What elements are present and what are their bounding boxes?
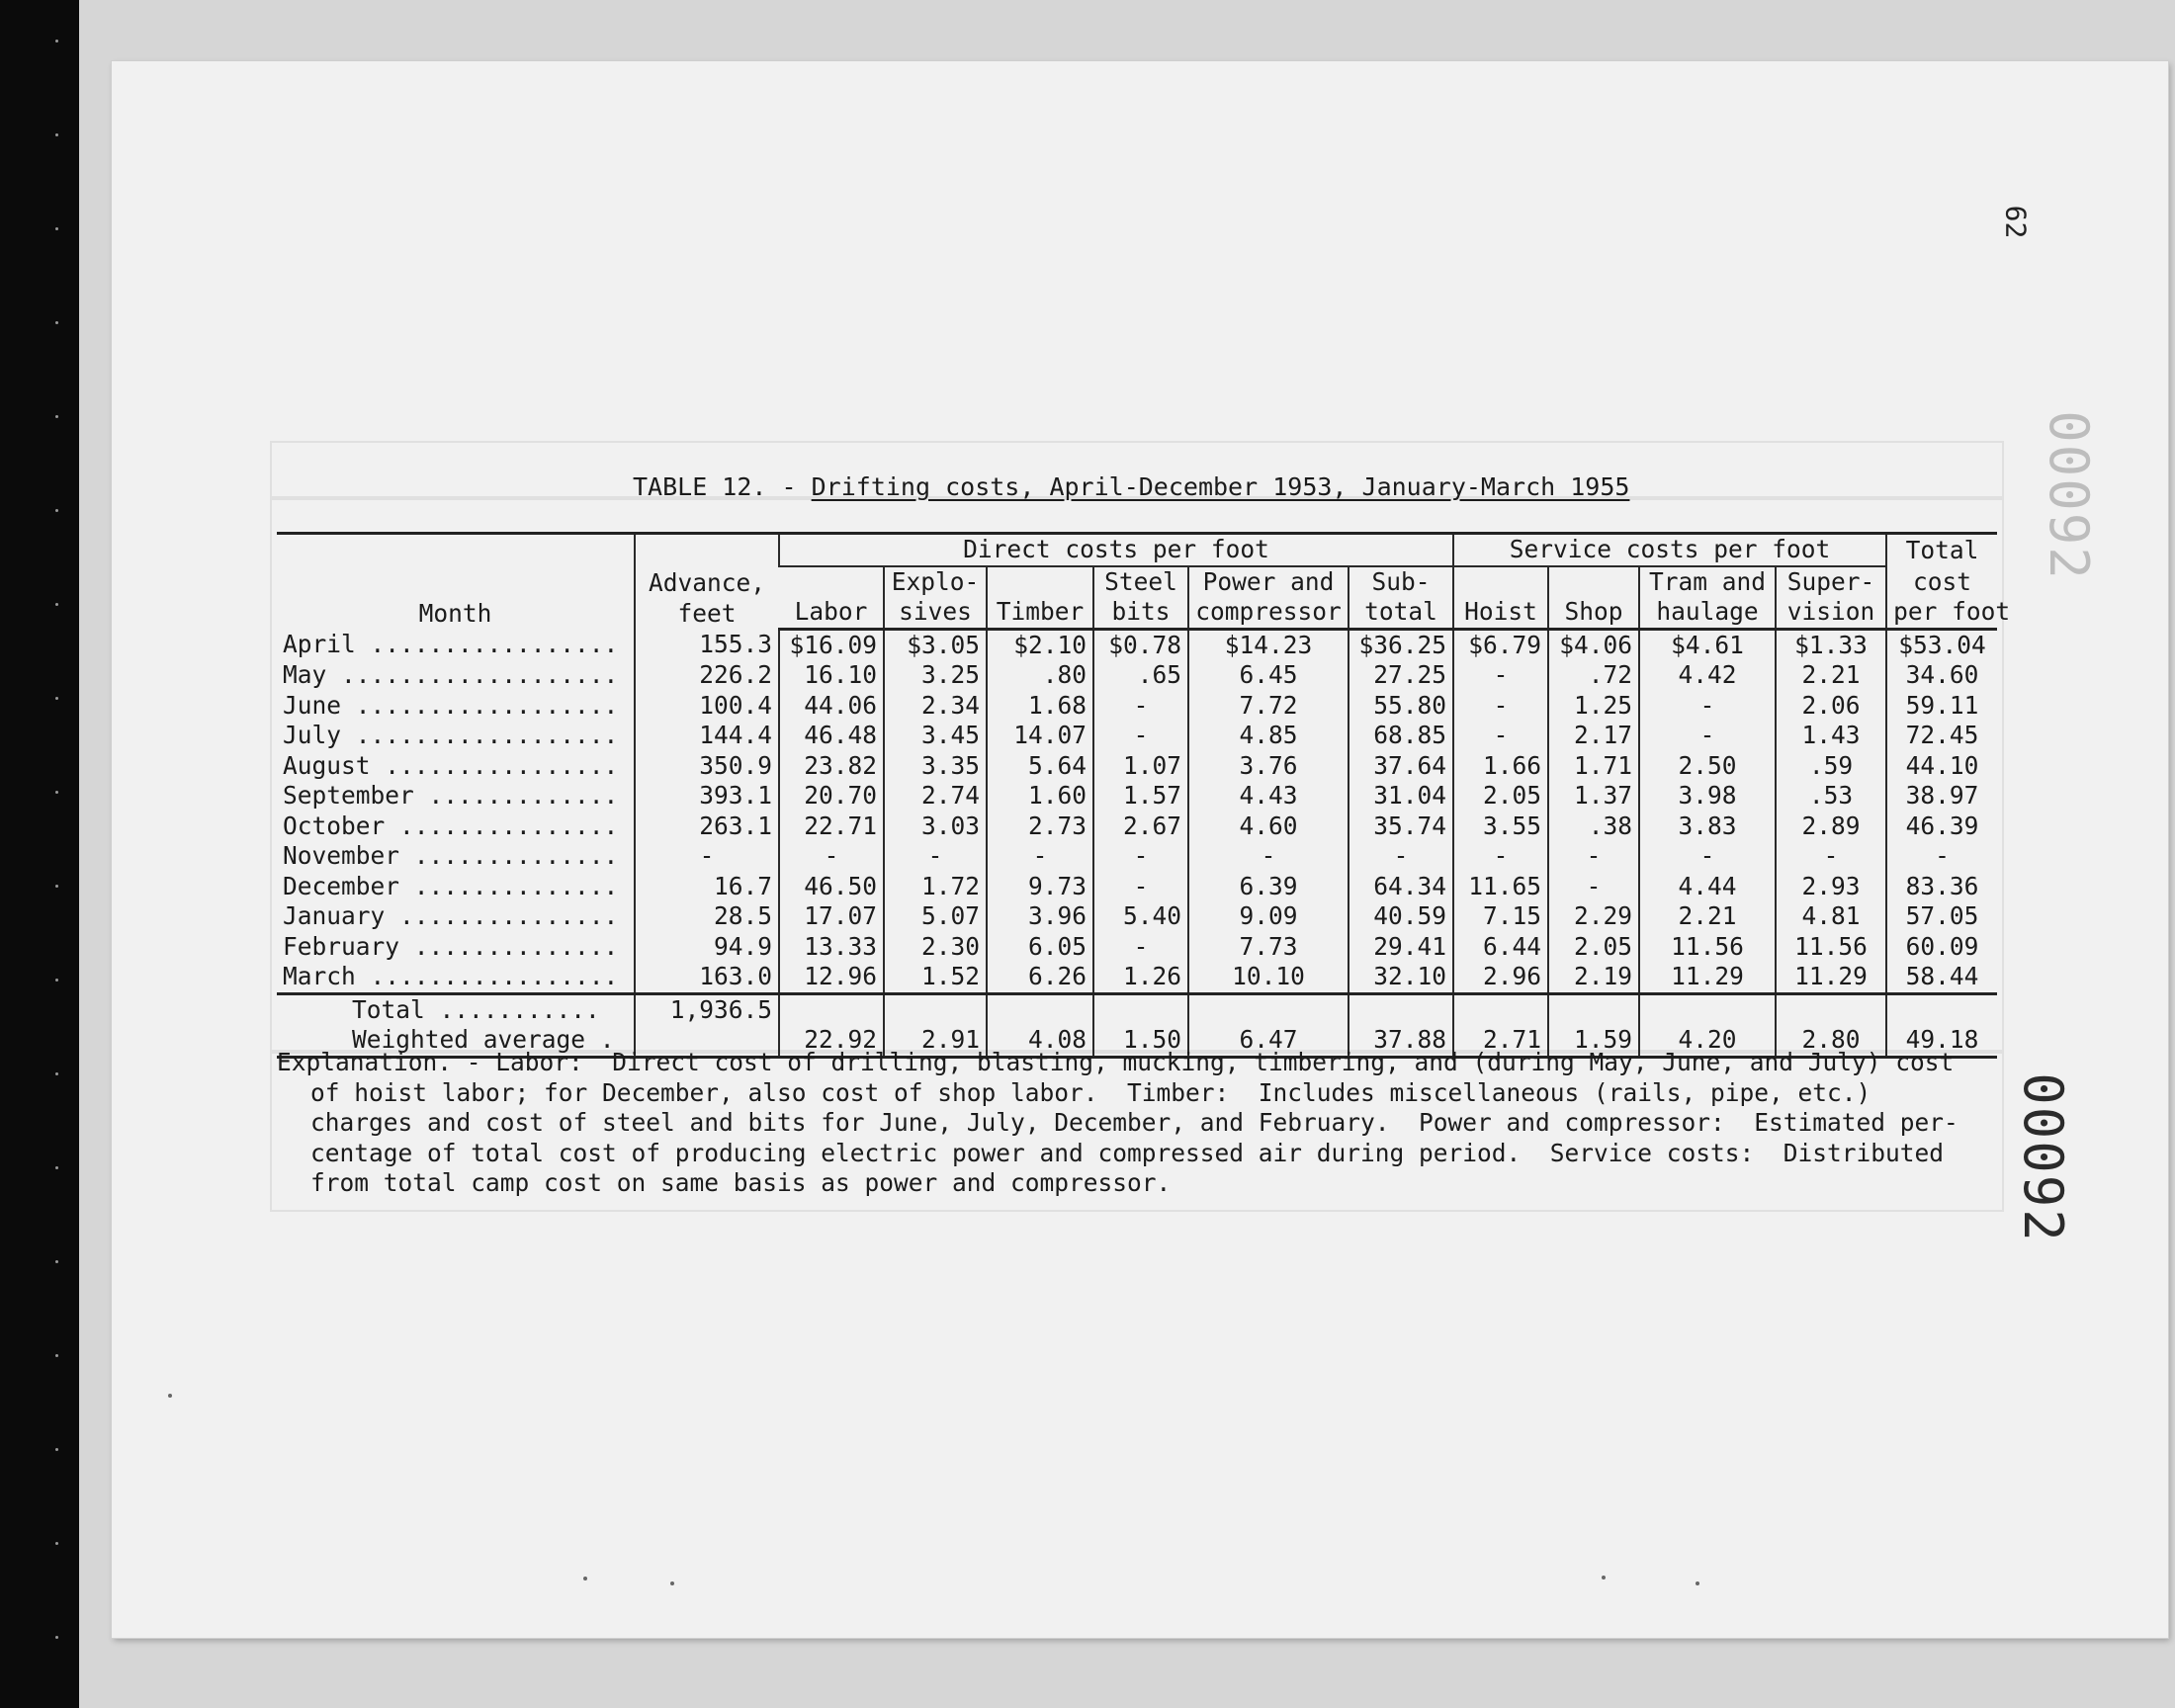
strip-speck	[55, 697, 58, 700]
cell-explosives: 5.07	[884, 901, 987, 932]
header-direct-costs: Direct costs per foot	[779, 534, 1453, 566]
cell-advance: 144.4	[635, 721, 779, 751]
cell-labor: $16.09	[779, 629, 884, 660]
cell-total: $53.04	[1886, 629, 1997, 660]
header-service-costs: Service costs per foot	[1453, 534, 1886, 566]
cell-supervision: .53	[1776, 781, 1886, 811]
header-steel-1: Steel	[1093, 566, 1188, 598]
header-super-2: vision	[1776, 597, 1886, 629]
cell-explosives: 3.03	[884, 811, 987, 842]
speck	[670, 1581, 674, 1585]
cell-labor: 22.71	[779, 811, 884, 842]
header-hoist: Hoist	[1453, 597, 1548, 629]
strip-speck	[55, 979, 58, 982]
cell-power: 9.09	[1188, 901, 1348, 932]
explanation-line: Explanation. - Labor: Direct cost of drilling, blasting, mucking, timbering, and (during May, June, and July) cost	[277, 1048, 1955, 1076]
cell-month: November ..............	[283, 841, 619, 870]
cell-month: July ..................	[283, 721, 619, 749]
cell-shop: 2.29	[1548, 901, 1639, 932]
cell-advance: 263.1	[635, 811, 779, 842]
cell-total: 34.60	[1886, 660, 1997, 691]
cell-shop: -	[1548, 872, 1639, 902]
cell-hoist: -	[1453, 691, 1548, 722]
cell-labor: 46.48	[779, 721, 884, 751]
cell-hoist: -	[1453, 660, 1548, 691]
header-hoist-spacer	[1453, 566, 1548, 598]
strip-speck	[55, 603, 58, 606]
cell-month: August ................	[283, 750, 619, 780]
cell-timber: 9.73	[987, 872, 1093, 902]
cell-subtotal: 55.80	[1348, 691, 1453, 722]
cell-month: October ...............	[283, 811, 619, 840]
weighted-subtotal: 37.88	[1348, 1025, 1453, 1057]
explanation-line: of hoist labor; for December, also cost of shop labor. Timber: Includes miscellaneous (rails, pipe, etc.)	[310, 1077, 1871, 1107]
weighted-hoist: 2.71	[1453, 1025, 1548, 1057]
cell-steel: 1.57	[1093, 781, 1188, 811]
cell-steel: 2.67	[1093, 811, 1188, 842]
weighted-timber: 4.08	[987, 1025, 1093, 1057]
cell-total: 38.97	[1886, 781, 1997, 811]
cell-supervision: 11.29	[1776, 962, 1886, 993]
cell-total: 72.45	[1886, 721, 1997, 751]
cell-supervision: 2.06	[1776, 691, 1886, 722]
cell-advance: 28.5	[635, 901, 779, 932]
strip-speck	[55, 885, 58, 888]
cell-subtotal: 40.59	[1348, 901, 1453, 932]
header-explosives-2: sives	[884, 597, 987, 629]
header-total-3: per foot	[1886, 597, 1997, 629]
cell-tram: 2.50	[1639, 751, 1776, 782]
cell-timber: -	[987, 841, 1093, 872]
film-edge-strip	[0, 0, 79, 1708]
cell-labor: 44.06	[779, 691, 884, 722]
header-total-1: Total	[1886, 534, 1997, 566]
cell-month: January ...............	[283, 901, 619, 930]
weighted-total: 49.18	[1886, 1025, 1997, 1057]
header-subtotal-1: Sub-	[1348, 566, 1453, 598]
cell-total: 57.05	[1886, 901, 1997, 932]
header-advance-unit: feet	[677, 598, 737, 628]
cell-shop: $4.06	[1548, 629, 1639, 660]
cell-hoist: -	[1453, 841, 1548, 872]
cell-total: 46.39	[1886, 811, 1997, 842]
header-power-1: Power and	[1188, 566, 1348, 598]
cell-subtotal: 31.04	[1348, 781, 1453, 811]
weighted-label: Weighted average .	[277, 1025, 635, 1057]
cell-explosives: 3.35	[884, 751, 987, 782]
table-row	[277, 781, 1997, 811]
strip-speck	[55, 1542, 58, 1545]
table-cell	[987, 993, 1093, 1025]
explanation-note	[277, 1048, 2002, 1199]
table-row	[277, 629, 1997, 660]
cell-tram: 11.29	[1639, 962, 1776, 993]
cell-explosives: 2.30	[884, 932, 987, 963]
cell-power: 7.72	[1188, 691, 1348, 722]
cell-shop: 1.37	[1548, 781, 1639, 811]
table-row	[277, 691, 1997, 722]
cell-labor: 12.96	[779, 962, 884, 993]
cell-hoist: 2.96	[1453, 962, 1548, 993]
table-cell	[1548, 993, 1639, 1025]
cell-hoist: -	[1453, 721, 1548, 751]
table-row	[277, 962, 1997, 993]
cell-supervision: $1.33	[1776, 629, 1886, 660]
table-title-main: Drifting costs, April-December 1953, January-March 1955	[811, 472, 1630, 501]
cell-labor: 13.33	[779, 932, 884, 963]
cell-shop: .38	[1548, 811, 1639, 842]
weighted-supervision: 2.80	[1776, 1025, 1886, 1057]
strip-speck	[55, 1448, 58, 1451]
table-row	[277, 751, 1997, 782]
cell-tram: -	[1639, 841, 1776, 872]
cell-shop: 2.17	[1548, 721, 1639, 751]
cell-shop: 2.19	[1548, 962, 1639, 993]
table-cell	[1453, 993, 1548, 1025]
table-row	[277, 841, 1997, 872]
cell-supervision: .59	[1776, 751, 1886, 782]
cell-shop: .72	[1548, 660, 1639, 691]
cell-tram: 3.98	[1639, 781, 1776, 811]
cell-advance: 163.0	[635, 962, 779, 993]
cell-hoist: 6.44	[1453, 932, 1548, 963]
table-row	[277, 932, 1997, 963]
cell-subtotal: 37.64	[1348, 751, 1453, 782]
header-steel-2: bits	[1093, 597, 1188, 629]
cell-labor: 46.50	[779, 872, 884, 902]
header-advance	[635, 534, 779, 630]
strip-speck	[55, 40, 58, 43]
strip-speck	[55, 321, 58, 324]
cell-advance: 350.9	[635, 751, 779, 782]
cell-total: 60.09	[1886, 932, 1997, 963]
strip-speck	[55, 415, 58, 418]
cell-labor: 23.82	[779, 751, 884, 782]
table-cell	[1886, 993, 1997, 1025]
table-row	[277, 872, 1997, 902]
cell-explosives: 3.25	[884, 660, 987, 691]
drifting-costs-table	[277, 532, 2011, 1059]
table-title-prefix: TABLE 12. -	[633, 472, 812, 501]
cell-supervision: 1.43	[1776, 721, 1886, 751]
header-total-2: cost	[1886, 566, 1997, 598]
cell-tram: -	[1639, 721, 1776, 751]
speck	[1696, 1581, 1699, 1585]
cell-explosives: 1.52	[884, 962, 987, 993]
strip-speck	[55, 1166, 58, 1169]
table-row	[277, 811, 1997, 842]
strip-speck	[55, 1260, 58, 1263]
strip-speck	[55, 1354, 58, 1357]
explanation-line: from total camp cost on same basis as power and compressor.	[310, 1168, 1172, 1197]
cell-labor: -	[779, 841, 884, 872]
cell-advance: 16.7	[635, 872, 779, 902]
cell-power: 7.73	[1188, 932, 1348, 963]
cell-advance: 393.1	[635, 781, 779, 811]
cell-advance: 226.2	[635, 660, 779, 691]
frame-number: 00092	[2011, 1072, 2074, 1243]
cell-supervision: -	[1776, 841, 1886, 872]
cell-steel: $0.78	[1093, 629, 1188, 660]
strip-speck	[55, 227, 58, 230]
cell-month: September .............	[283, 781, 619, 810]
strip-speck	[55, 1636, 58, 1639]
weighted-shop: 1.59	[1548, 1025, 1639, 1057]
cell-month: February ..............	[283, 931, 619, 961]
cell-power: 4.85	[1188, 721, 1348, 751]
table-cell	[1776, 993, 1886, 1025]
header-advance-label: Advance,	[648, 568, 765, 597]
cell-power: 6.39	[1188, 872, 1348, 902]
cell-tram: 3.83	[1639, 811, 1776, 842]
cell-power: 3.76	[1188, 751, 1348, 782]
cell-power: -	[1188, 841, 1348, 872]
cell-power: 4.60	[1188, 811, 1348, 842]
cell-timber: 3.96	[987, 901, 1093, 932]
strip-speck	[55, 791, 58, 794]
cell-subtotal: -	[1348, 841, 1453, 872]
table-cell	[884, 993, 987, 1025]
cell-timber: 6.26	[987, 962, 1093, 993]
cell-supervision: 2.21	[1776, 660, 1886, 691]
header-explosives-1: Explo-	[884, 566, 987, 598]
weighted-labor: 22.92	[779, 1025, 884, 1057]
cell-subtotal: $36.25	[1348, 629, 1453, 660]
cell-labor: 16.10	[779, 660, 884, 691]
frame-number-bleed: 00092	[2037, 410, 2100, 581]
cell-explosives: 3.45	[884, 721, 987, 751]
table-row	[277, 721, 1997, 751]
header-power-2: compressor	[1188, 597, 1348, 629]
cell-tram: 4.42	[1639, 660, 1776, 691]
cell-advance: -	[635, 841, 779, 872]
cell-subtotal: 29.41	[1348, 932, 1453, 963]
cell-hoist: 7.15	[1453, 901, 1548, 932]
weighted-power: 6.47	[1188, 1025, 1348, 1057]
cell-shop: 1.25	[1548, 691, 1639, 722]
cell-explosives: 2.74	[884, 781, 987, 811]
cell-month: May ...................	[283, 660, 619, 689]
cell-steel: 1.07	[1093, 751, 1188, 782]
strip-speck	[55, 509, 58, 512]
table-cell	[1639, 993, 1776, 1025]
header-labor: Labor	[779, 597, 884, 629]
cell-subtotal: 64.34	[1348, 872, 1453, 902]
cell-month: March .................	[283, 962, 619, 990]
table-cell	[1093, 993, 1188, 1025]
cell-steel: -	[1093, 691, 1188, 722]
cell-advance: 94.9	[635, 932, 779, 963]
cell-explosives: 1.72	[884, 872, 987, 902]
table-body	[277, 629, 1997, 1057]
table-row	[277, 660, 1997, 691]
cell-hoist: 1.66	[1453, 751, 1548, 782]
cell-total: -	[1886, 841, 1997, 872]
cell-labor: 20.70	[779, 781, 884, 811]
cell-timber: .80	[987, 660, 1093, 691]
header-tram-1: Tram and	[1639, 566, 1776, 598]
header-timber-spacer	[987, 566, 1093, 598]
cell-hoist: 3.55	[1453, 811, 1548, 842]
header-row-group	[277, 534, 1997, 566]
cell-steel: .65	[1093, 660, 1188, 691]
weighted-steel: 1.50	[1093, 1025, 1188, 1057]
cell-month: April .................	[283, 629, 619, 658]
cell-steel: -	[1093, 872, 1188, 902]
cell-hoist: 11.65	[1453, 872, 1548, 902]
table-cell	[1188, 993, 1348, 1025]
table-title	[633, 472, 1629, 501]
cell-labor: 17.07	[779, 901, 884, 932]
cell-timber: 6.05	[987, 932, 1093, 963]
cell-month: December ..............	[283, 871, 619, 900]
cell-power: 10.10	[1188, 962, 1348, 993]
cell-subtotal: 32.10	[1348, 962, 1453, 993]
total-label: Total ...........	[277, 993, 635, 1025]
weighted-tram: 4.20	[1639, 1025, 1776, 1057]
cell-advance: 155.3	[635, 629, 779, 660]
cell-advance: 100.4	[635, 691, 779, 722]
explanation-line: charges and cost of steel and bits for June, July, December, and February. Power and compressor: Estimated per-	[310, 1108, 1958, 1137]
cell-timber: 1.60	[987, 781, 1093, 811]
cell-steel: -	[1093, 721, 1188, 751]
cell-total: 58.44	[1886, 962, 1997, 993]
header-tram-2: haulage	[1639, 597, 1776, 629]
total-row	[277, 993, 1997, 1025]
cell-steel: -	[1093, 841, 1188, 872]
cell-total: 83.36	[1886, 872, 1997, 902]
table-cell	[1348, 993, 1453, 1025]
cell-subtotal: 35.74	[1348, 811, 1453, 842]
header-month: Month	[277, 534, 635, 630]
cell-supervision: 2.89	[1776, 811, 1886, 842]
strip-speck	[55, 1072, 58, 1075]
cell-tram: -	[1639, 691, 1776, 722]
table-row	[277, 901, 1997, 932]
cell-subtotal: 27.25	[1348, 660, 1453, 691]
cell-power: 6.45	[1188, 660, 1348, 691]
cell-tram: 11.56	[1639, 932, 1776, 963]
total-advance: 1,936.5	[635, 993, 779, 1025]
speck	[583, 1577, 587, 1580]
cell-power: 4.43	[1188, 781, 1348, 811]
header-subtotal-2: total	[1348, 597, 1453, 629]
cell-timber: $2.10	[987, 629, 1093, 660]
page-number: 62	[1999, 205, 2033, 239]
cell-steel: 5.40	[1093, 901, 1188, 932]
cell-supervision: 11.56	[1776, 932, 1886, 963]
explanation-line: centage of total cost of producing electric power and compressed air during period. Service costs: Distributed	[310, 1138, 1945, 1167]
cell-subtotal: 68.85	[1348, 721, 1453, 751]
cell-total: 59.11	[1886, 691, 1997, 722]
cell-steel: -	[1093, 932, 1188, 963]
cell-explosives: $3.05	[884, 629, 987, 660]
speck	[1602, 1576, 1606, 1580]
cell-tram: 4.44	[1639, 872, 1776, 902]
cell-shop: 2.05	[1548, 932, 1639, 963]
header-super-1: Super-	[1776, 566, 1886, 598]
cell-hoist: $6.79	[1453, 629, 1548, 660]
cell-supervision: 4.81	[1776, 901, 1886, 932]
cell-tram: 2.21	[1639, 901, 1776, 932]
header-shop: Shop	[1548, 597, 1639, 629]
cell-shop: -	[1548, 841, 1639, 872]
cell-timber: 14.07	[987, 721, 1093, 751]
cell-hoist: 2.05	[1453, 781, 1548, 811]
cell-supervision: 2.93	[1776, 872, 1886, 902]
cell-timber: 1.68	[987, 691, 1093, 722]
table-cell	[779, 993, 884, 1025]
cell-timber: 5.64	[987, 751, 1093, 782]
weighted-explosives: 2.91	[884, 1025, 987, 1057]
strip-speck	[55, 133, 58, 136]
cell-explosives: 2.34	[884, 691, 987, 722]
cell-power: $14.23	[1188, 629, 1348, 660]
cell-total: 44.10	[1886, 751, 1997, 782]
cell-explosives: -	[884, 841, 987, 872]
cell-month: June ..................	[283, 690, 619, 720]
speck	[168, 1394, 172, 1398]
header-shop-spacer	[1548, 566, 1639, 598]
header-timber: Timber	[987, 597, 1093, 629]
cell-shop: 1.71	[1548, 751, 1639, 782]
cell-tram: $4.61	[1639, 629, 1776, 660]
cell-steel: 1.26	[1093, 962, 1188, 993]
cell-timber: 2.73	[987, 811, 1093, 842]
header-labor-spacer	[779, 566, 884, 598]
